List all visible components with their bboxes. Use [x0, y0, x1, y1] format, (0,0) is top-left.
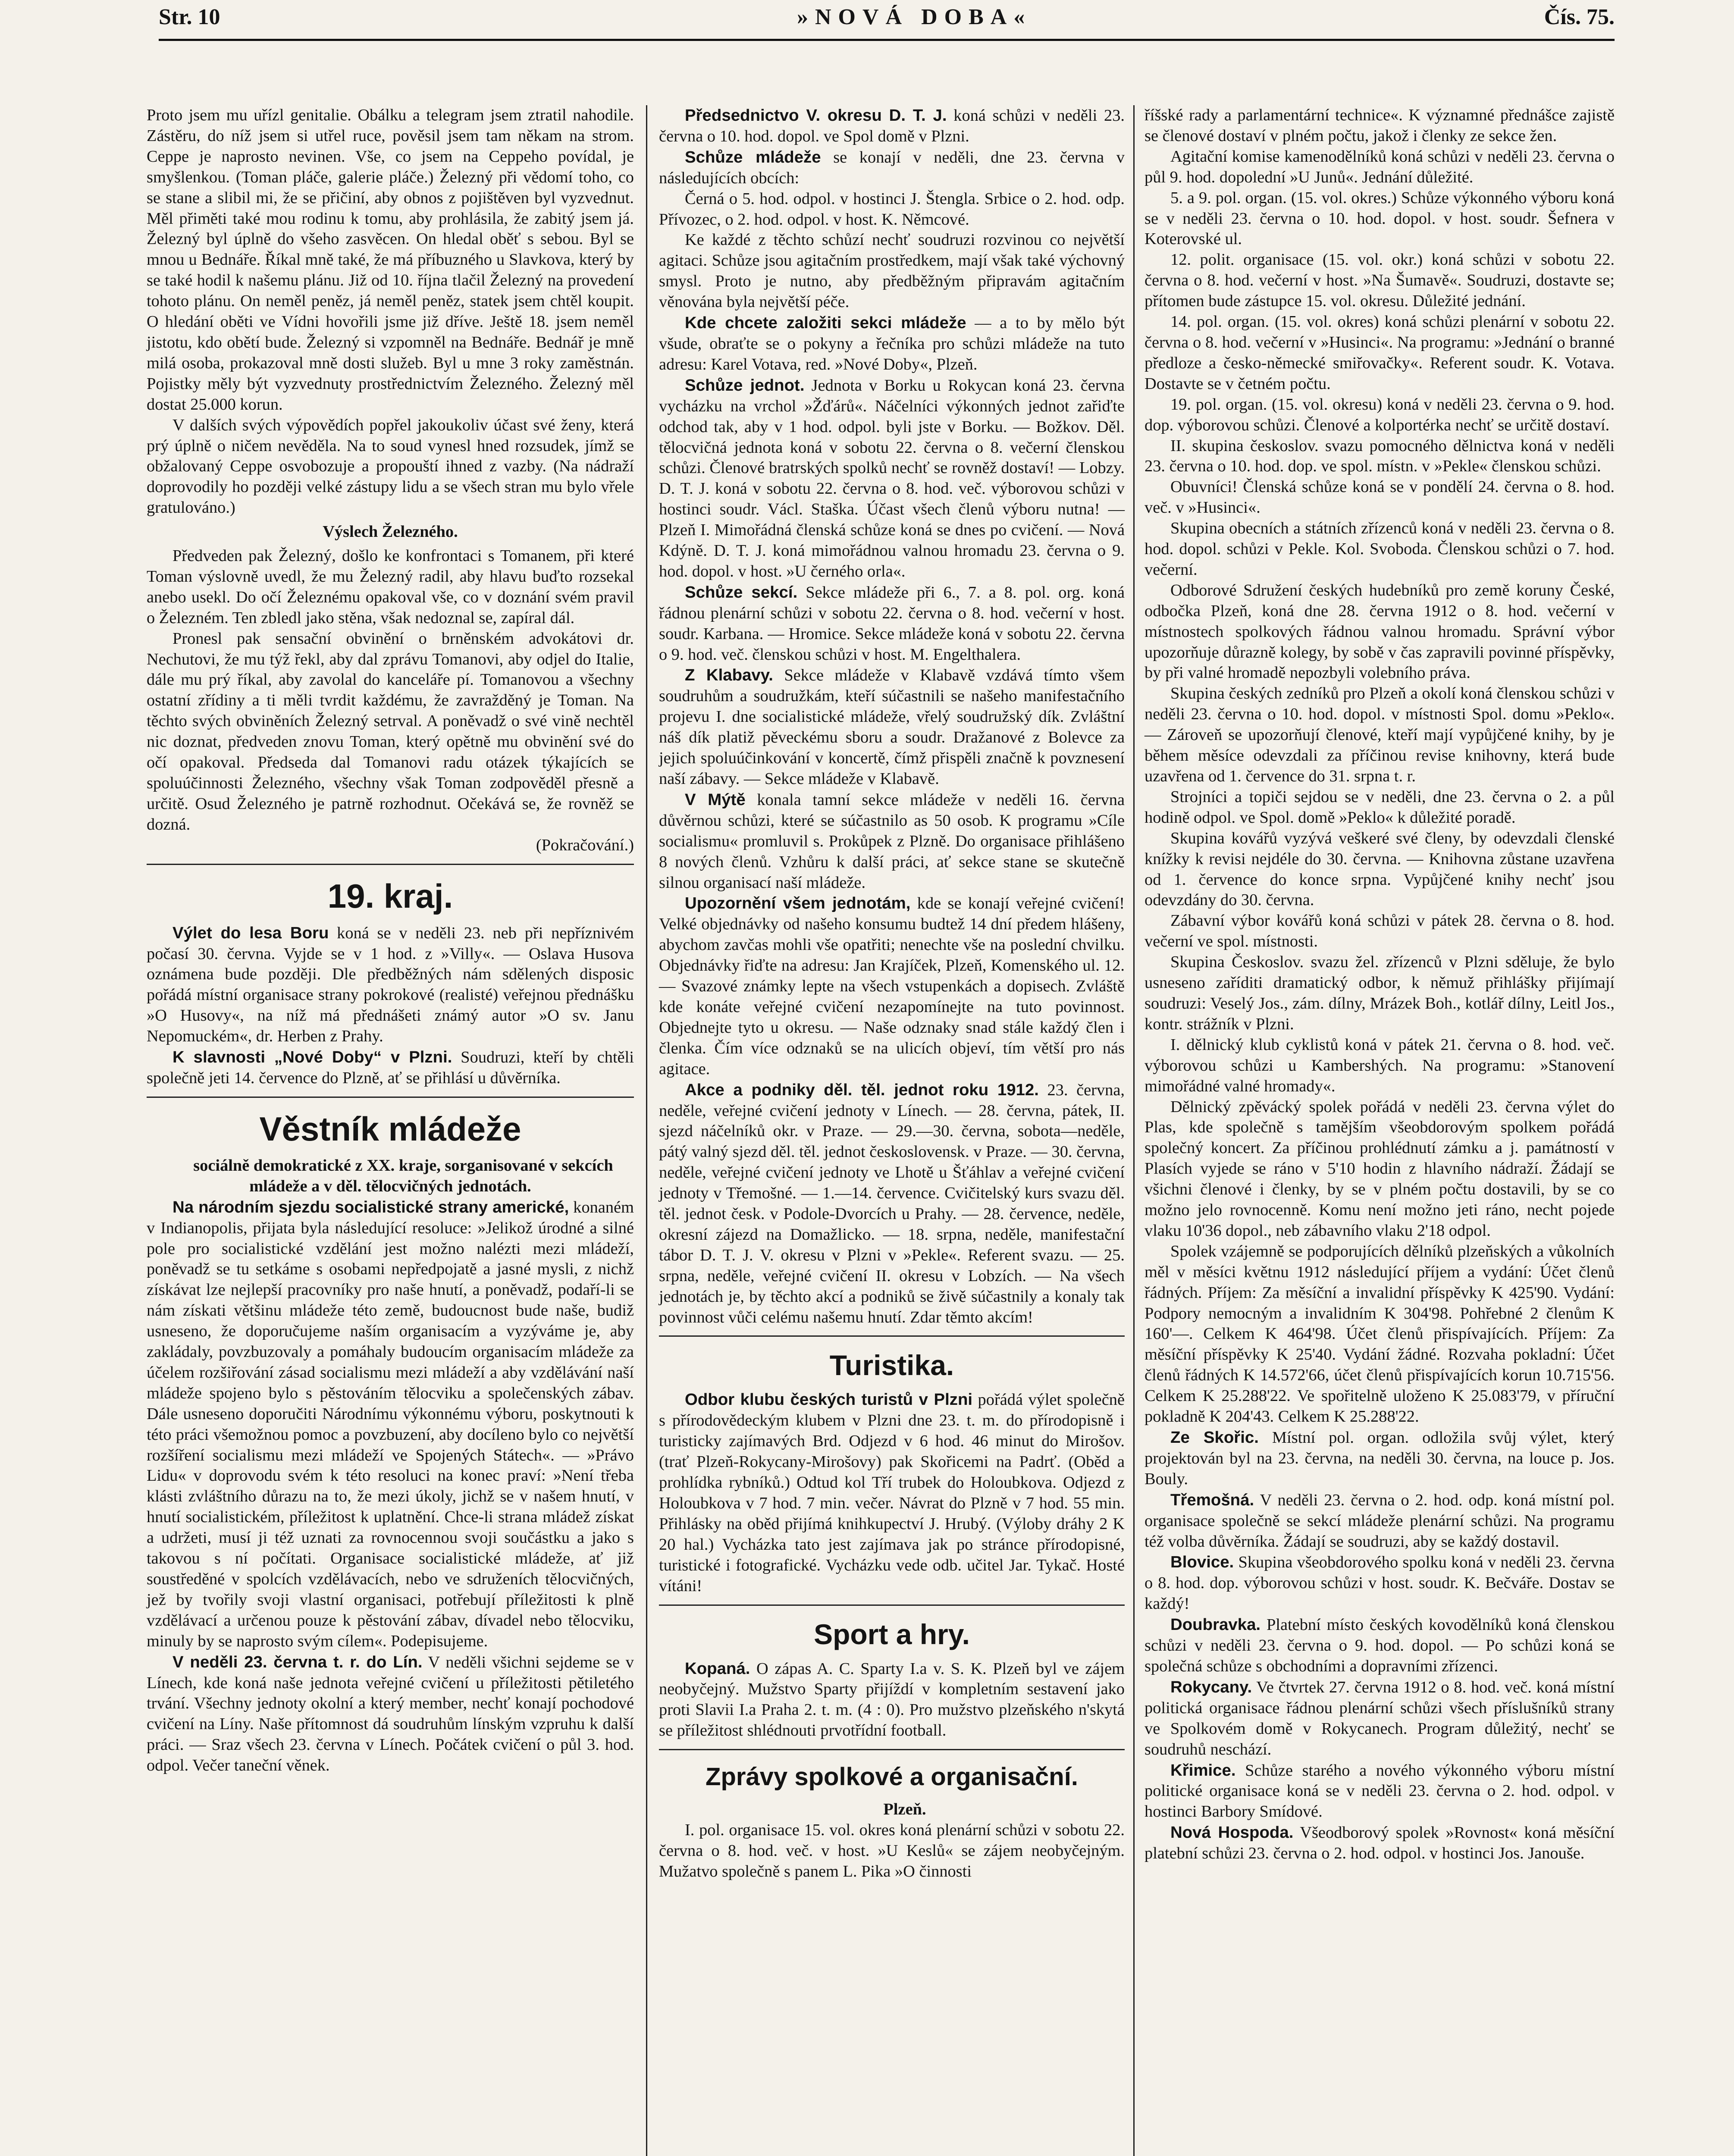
item-lead: Kde chcete založiti sekci mládeže — [685, 313, 966, 332]
article-subheading: Výslech Železného. — [323, 523, 458, 541]
item-text: Místní pol. organ. odložila svůj výlet, který projektován byl na 23. června, na neděli 30. června, na louce p. Jos. Bouly. — [1145, 1429, 1615, 1488]
item-text: 12. polit. organisace (15. vol. okr.) koná schůzi v sobotu 22. června o 8. hod. večerní v host. »Na Šumavě«. Soudruzi, dostavte se; přítomen bude zástupce 15. vol. okresu. Důležité jednání. — [1145, 251, 1615, 310]
item-lead: Schůze jednot. — [685, 376, 805, 395]
item-lead: V neděli 23. června t. r. do Lín. — [172, 1652, 423, 1671]
item-text: Všeodborový spolek »Rovnost« koná měsíční platební schůzi 23. června o 2. hod. odpol. v hostinci Jos. Janouše. — [1145, 1824, 1615, 1863]
section-rule — [147, 864, 634, 865]
item-text: Obuvníci! Členská schůze koná se v pondělí 24. června o 8. hod. več. v »Husinci«. — [1145, 478, 1615, 517]
item-text: II. skupina českoslov. svazu pomocného dělnictva koná v neděli 23. června o 10. hod. dop. ve spol. místn. v »Pekle« členskou schůzi. — [1145, 436, 1615, 476]
item-text: konala tamní sekce mládeže v neděli 16. června důvěrnou schůzi, které se súčastnilo as 50 osob. K programu »Cíle socialismu« promluvil s. Prokůpek z Plzně. Do organisace přihlášeno 8 nových členů. Vzhůru k další práci, ať sekce stane se skutečně silnou organisací naší mládeže. — [659, 790, 1125, 892]
item-text: 5. a 9. pol. organ. (15. vol. okres.) Schůze výkonného výboru koná se v neděli 23. června o 10. hod. dopol. v host. soudr. Šefnera v Koterovské ul. — [1145, 188, 1615, 248]
item-lead: Nová Hospoda. — [1170, 1823, 1294, 1842]
item-text: 23. června, neděle, veřejné cvičení jednoty v Línech. — 28. června, pátek, II. sjezd náčelníků okr. v Praze. — 29.—30. června, sobota—neděle, pátý valný sjezd děl. těl. jednot československ. v Praze. — 30. června, neděle, veřejné cvičení jednoty ve Lhotě u Šťáhlav a veřejné cvičení jednoty v Třemošné. — 1.—14. července. Cvičitelský kurs svazu děl. těl. jednot česk. v Podole-Dvorcích u Prahy. — 28. července, neděle, okresní zájezd na Domažlicko. — 18. srpna, neděle, manifestační tábor D. T. J. V. okresu v Plzni v »Pekle«. Referent svazu. — 25. srpna, neděle, veřejné cvičení II. okresu v Lobzích. — Na všech jednotách je, by těchto akcí a podniků se živě súčastnily a konaly tak povinnost vůči celému našemu hnutí. Zdar těmto akcím! — [659, 1081, 1125, 1326]
section-rule — [659, 1749, 1125, 1750]
item-text: koná se v neděli 23. neb při nepříznivém počasí 30. června. Vyjde se v 1 hod. z »Villy«. — Oslava Husova oznámena bude později. Dle předběžných nám sdělených disposic pořádá místní organisace strany pokrokové (realisté) veřejnou přednášku »O Husovy«, na níž má přednášeti známý autor »O sv. Janu Nepomuckém«, dr. Herben z Prahy. — [147, 924, 634, 1046]
column-3 — [1145, 105, 1615, 1864]
item-lead: Výlet do lesa Boru — [172, 923, 329, 942]
item-text: — a to by mělo být všude, obraťte se o pokyny a řečníka pro schůzi mládeže na tuto adresu: Karel Votava, red. »Nové Doby«, Plzeň. — [659, 314, 1125, 373]
item-lead: Na národním sjezdu socialistické strany americké, — [172, 1197, 569, 1216]
item-lead: Upozornění všem jednotám, — [685, 894, 911, 913]
item-text: koná schůzi v neděli 23. června o 10. hod. dopol. ve Spol domě v Plzni. — [659, 107, 1125, 145]
item-text: se konají v neděli, dne 23. června v následujících obcích: — [659, 148, 1125, 187]
item-text: Jednota v Borku u Rokycan koná 23. června vycházku na vrchol »Žďárů«. Náčelníci výkonných jednot zařiďte odchod tak, aby v 1 hod. odpol. byli jste v Borku. — Božkov. Děl. tělocvičná jednota koná v sobotu 22. června o 8. večerní členskou schůzi. Členové bratrských spolků nechť se rovněž dostaví! — Lobzy. D. T. J. koná v sobotu 22. června o 8. hod. več. výborovou schůzi v hostinci soudr. Václ. Staška. Účast všech členů výboru nutna! — Plzeň I. Mimořádná členská schůze koná se dnes po cvičení. — Nová Kdýně. D. T. J. koná mimořádnou valnou hromadu 23. června o 9. hod. dopol. v host. »U černého orla«. — [659, 376, 1125, 580]
item-text: Sekce mládeže v Klabavě vzdává tímto všem soudruhům a soudružkám, kteří súčastnili se našeho manifestačního projevu I. dne socialistické mládeže, vřelý soudružský dík. Zvláštní náš dík platiž pěveckému sboru a soudr. Dražanové z Bolevce za jejich spoluúčinkování v koncertě, čímž přispěli značně k povznesení naší zábavy. — Sekce mládeže v Klabavě. — [659, 666, 1125, 788]
item-text: Skupina obecních a státních zřízenců koná v neděli 23. června o 8. hod. dopol. schůzi v Pekle. Kol. Svoboda. Členskou schůzi o 7. hod. večerní. — [1145, 519, 1615, 579]
item-lead: Ze Skořic. — [1170, 1428, 1259, 1447]
column-separator — [646, 105, 647, 2156]
item-lead: Z Klabavy. — [685, 666, 773, 685]
section-rule — [659, 1335, 1125, 1337]
item-text: říšské rady a parlamentární technice«. K významné přednášce zajistě se členové dostaví v plném počtu, jakož i členky ze sekce žen. — [1145, 106, 1615, 145]
item-text: O zápas A. C. Sparty I.a v. S. K. Plzeň byl ve zájem neobyčejný. Mužstvo Sparty přijíždí v kompletním sestavení jako proti Slavii I.a Praha 2. t. m. (4 : 0). Pro mužstvo plzeňského n'skytá se příležitost shlédnouti prvotřídní football. — [659, 1659, 1125, 1740]
newspaper-title: »NOVÁ DOBA« — [797, 5, 1032, 29]
item-text: Skupina všeobdorového spolku koná v neděli 23. června o 8. hod. dop. výborovou schůzi v host. soudr. K. Bečváře. Dostav se každý! — [1145, 1553, 1615, 1613]
item-text: V neděli všichni sejdeme se v Línech, kde koná naše jednota veřejné cvičení u příležitosti pětiletého trvání. Všechny jednoty okolní a který member, nechť konají pochodové cvičení na Líny. Naše přítomnost dá soudruhům línským vzpruhu k další práci. — Sraz všech 23. června v Línech. Počátek cvičení o půl 3. hod. odpol. Večer taneční věnek. — [147, 1653, 634, 1775]
item-lead: Třemošná. — [1170, 1490, 1254, 1509]
article-paragraph: Pronesl pak sensační obvinění o brněnském advokátovi dr. Nechutovi, že mu týž řekl, aby dal zprávu Tomanovi, aby odjel do Italie, dále mu prý říkal, aby zavolal do kanceláře pí. Tomanovou a všechny ostatní zřídiny a ti měli tvrdit každému, že zavražděný je Toman. Na těchto svých obviněních Železný setrval. A poněvadž o své vině nechtěl nic doznat, předveden znovu Toman, který opětně mu obvinění své do očí opakoval. Předseda dal Tomanovi radu otázek týkajících se spoluúčinnosti Železného, všechny však Toman zodpověděl přesně a určitě. Osud Železného je patrně rozhodnut. Očekává se, že rovněž se dozná. — [147, 629, 634, 834]
item-lead: Schůze mládeže — [685, 147, 821, 166]
item-text: I. dělnický klub cyklistů koná v pátek 21. června o 8. hod. več. výborovou schůzi u Kambershých. Na programu: »Stanovení mimořádné valné hromady«. — [1145, 1035, 1615, 1095]
item-text: Odborové Sdružení českých hudebníků pro země koruny České, odbočka Plzeň, koná dne 28. června 1912 o 8. hod. večerní v místnostech spolkových řádnou valnou hromadu. Správní výbor upozorňuje důrazně kolegy, by sobě v čas zapravili povinné příspěvky, by při valné hromadě nepozbyli volebního práva. — [1145, 581, 1615, 682]
item-text: Platební místo českých kovodělníků koná členskou schůzi v neděli 23. června o 9. hod. dopol. — Po schůzi koná se společná schůze s obchodními a dopravními zřízenci. — [1145, 1616, 1615, 1675]
item-text: Dělnický zpěvácký spolek pořádá v neděli 23. června výlet do Plas, kde společně s tamějším všeobdorovým spolkem pořádá společný koncert. Za příčinou prohlédnutí zámku a j. památností v Plasích vyjede se ráno v 5'10 hodin z hlavního nádraží. Žádají se všichni členové i členky, by se v plném počtu dostavili, by se co možno jelo rovnocenně. Komu není možno jeti ráno, necht pojede vlaku 10'36 dopol., neb zábavního vlaku 2'18 odpol. — [1145, 1097, 1615, 1240]
section-title-turistika: Turistika. — [829, 1349, 954, 1382]
page-header — [159, 0, 1615, 56]
column-separator — [1133, 105, 1135, 2156]
item-lead: Odbor klubu českých turistů v Plzni — [685, 1390, 973, 1409]
item-lead: Doubravka. — [1170, 1615, 1261, 1634]
item-lead: Schůze sekcí. — [685, 583, 798, 602]
item-text: Ke každé z těchto schůzí nechť soudruzi rozvinou co největší agitaci. Schůze jsou agitačním prostředkem, mají však také výchovný smysl. Proto je nutno, aby předběžným připravám agitačním věnována byla největší péče. — [659, 231, 1125, 311]
item-text: Strojníci a topiči sejdou se v neděli, dne 23. června o 2. a půl hodině odpol. ve Spol. domě »Peklo« k důležité poradě. — [1145, 787, 1615, 827]
item-text: pořádá výlet společně s přírodovědeckým klubem v Plzni dne 23. t. m. do přírodopisně i turisticky zajímavých Brd. Odjezd v 6 hod. 46 minut do Mirošov. (trať Plzeň-Rokycany-Mirošovy) pak Skořicemi na Padrť. (Oběd a prohlídka rybníků.) Odtud kol Tří trubek do Holoubkova. Odjezd z Holoubkova v 7 hod. 7 min. večer. Návrat do Plzně v 7 hod. 55 min. Přihlásky na oběd přijímá knihkupectví J. Hrubý. (Výloby dráhy 2 K 20 hal.) Vycházka tato jest zajímava jak po stránce přírodopisné, turistické i fotografické. Vycházku vede odb. učitel Jar. Tykač. Hosté vítáni! — [659, 1391, 1125, 1595]
section-rule — [147, 1097, 634, 1098]
item-text: Ve čtvrtek 27. června 1912 o 8. hod. več. koná místní politická organisace řádnou plenární schůzi všech příslušníků strany ve Spolkovém domě v Rokycanech. Program důležitý, nechť se soudruhů neschází. — [1145, 1678, 1615, 1758]
column-1 — [147, 105, 634, 1776]
item-lead: Křimice. — [1170, 1761, 1236, 1780]
item-text: Spolek vzájemně se podporujících dělníků plzeňských a vůkolních měl v měsíci květnu 1912 následující příjem a vydání: Účet členů řádných. Příjem: Za měsíční a invalidní příspěvky K 425'90. Vydání: Podpory nemocným a invalidním K 304'98. Pohřebné 2 členům K 160'—. Celkem K 464'98. Účet členů přispívajících. Příjem: Za měsíční příspěvky K 25'40. Vydání žádné. Rozvaha pokladní: Účet členů řádných K 14.572'66, účet členů přispívajících korun 10.715'56. Celkem K 25.288'22. Ve spořitelně uloženo K 25.083'79, v příruční pokladně K 204'43. Celkem K 25.288'22. — [1145, 1242, 1615, 1426]
section-rule — [659, 1604, 1125, 1606]
article-paragraph: Proto jsem mu uřízl genitalie. Obálku a telegram jsem ztratil nahodile. Zástěru, do níž jsem si utřel ruce, pověsil jsem tam někam na strom. Ceppe je naprosto nevinen. Vše, co jsem na Ceppeho povídal, je smyšlenkou. (Toman pláče, galerie pláče.) Železný při vědomí toho, co se stane a slibil mi, že se přičiní, aby obnos z pojištěven byl vyzvednut. Měl přiměti také mou rodinu k tomu, aby prohlásila, že zabitý jsem já. Železný byl úplně do všeho zasvěcen. On hledal oběť s sebou. Byl se mnou u Bednáře. Říkal mně také, že má příbuzného u Slavkova, který by se také hodil k našemu plánu. Již od 10. října tlačil Železný na provedení tohoto plánu. On neměl peněz, já neměl peněz, statek jsem chtěl koupit. O hledání oběti ve Vídni hovořili jsme již dříve. Ještě 18. jsem neměl jistotu, kdo obětí bude. Železný si vzpomněl na Bednáře. Bednář je mně milá osoba, prokazoval mně dosti služeb. Byl u mne 3 roky zaměstnán. Pojistky měly být vyzvednuty prostřednictvím Železného. Železný měl dostat 25.000 korun. — [147, 106, 634, 414]
item-text: Skupina kovářů vyzývá veškeré své členy, by odevzdali členské knížky k revisi nejdéle do 30. června. — Knihovna zůstane uzavřena od 1. července do konce srpna. Vypůjčené knihy nechť jsou odevzdány do 30. června. — [1145, 829, 1615, 909]
item-text: Schůze starého a nového výkonného výboru místní politické organisace koná se v neděli 23. června o 2. hod. odpol. v hostinci Barbory Smídové. — [1145, 1761, 1615, 1821]
header-rule — [159, 39, 1615, 41]
continued-note: (Pokračování.) — [536, 836, 634, 854]
item-text: V neděli 23. června o 2. hod. odp. koná místní pol. organisace společně se sekcí mládeže plenární schůzi. Na programu též volba důvěrníka. Žádají se soudruzi, aby se každý dostavil. — [1145, 1491, 1615, 1551]
article-paragraph: Předveden pak Železný, došlo ke konfrontaci s Tomanem, při které Toman výslovně uvedl, že mu Železný radil, aby hlavu buďto rozsekal anebo usekl. Do očí Železnému opakoval vše, co v doznání svém pravil o Železném. Ten zbledl jako stěna, však nedoznal se, zapíral dál. — [147, 547, 634, 627]
item-lead: Rokycany. — [1170, 1677, 1252, 1696]
item-text: kde se konají veřejné cvičení! Velké objednávky od našeho konsumu budtež 14 dní předem hlášeny, abychom zavčas mohli vše opatřiti; nenechte vše na poslední chvilku. Objednávky řiďte na adresu: Jan Krajíček, Plzeň, Komenského ul. 12. — Svazové známky lepte na všech vstupenkách a dopisech. Zvláště kde konáte veřejné cvičení nezapomínejte na tuto povinnost. Objednejte tyto u okresu. — Naše odznaky snad stále každý člen i členka. Čím více odznaků se na ulicích objeví, tím větší pro nás agitace. — [659, 894, 1125, 1078]
item-text: Soudruzi, kteří by chtěli společně jeti 14. července do Plzně, ať se přihlásí u důvěrníka. — [147, 1048, 634, 1087]
item-text: konaném v Indianopolis, přijata byla následující resoluce: »Jelikož úrodné a silné pole pro socialistické vzdělání jest možno nalézti mezi mládeží, poněvadž se tu setkáme s osobami nepředpojatě a jasné mysli, z nichž získávat lze nejlepší pracovníky pro naše hnutí, a poněvadž, podaří-li se nám získati většinu mládeže této země, budoucnost bude naše, budiž usneseno, že doporučujeme naším organisacím a vyzýváme je, aby zakládaly, povzbuzovaly a pomáhaly budoucím organisacím mládeže za účelem rozšiřování zásad socialismu mezi mládeží a aby vzdělávání naší mládeže spojeno bylo s pěstováním tělocviku a společenských zábav. Dále usneseno doporučiti Národnímu výkonnému výboru, poskytnouti k této práci všemožnou pomoc a povzbuzení, aby docíleno bylo co největší rozšíření socialismu mezi mládeží ve Spojených Státech«. — »Právo Lidu« v doprovodu svém k této resoluci na konec praví: »Není třeba klásti zvláštního důrazu na to, že mezi úkoly, jichž se v našem hnutí, v hnutí socialistickém, příležitost k uplatnění. Chce-li strana mládež získat a udržeti, musí ji též uznati za rovnocennou svoji součástku a jako s takovou s ní počítati. Organisace socialistické mládeže, ať již soustředěné v spolcích vzdělávacích, nebo ve sdruženích tělocvičných, jež by tvořily svoji vlastní organisaci, potřebují příležitosti k plně vzdělávací a určenou pouze k pěstování zábav, dívadel nebo tělocviku, minuly by se naprosto svým cílem«. Podepisujeme. — [147, 1198, 634, 1650]
item-lead: K slavnosti „Nové Doby“ v Plzni. — [172, 1048, 452, 1067]
item-text: 14. pol. organ. (15. vol. okres) koná schůzi plenární v sobotu 22. června o 8. hod. večerní v »Husinci«. Na programu: »Jednání o branné předloze a česko-německé smiřovačky«. Referent soudr. K. Votava. Dostavte se v četném počtu. — [1145, 313, 1615, 393]
section-title-sport: Sport a hry. — [814, 1618, 970, 1650]
item-lead: Předsednictvo V. okresu D. T. J. — [685, 106, 947, 125]
item-text: I. pol. organisace 15. vol. okres koná plenární schůzi v sobotu 22. června o 8. hod. več. v host. »U Keslů« se zájem neobyčejným. Mužatvo společně s panem L. Pika »O činnosti — [659, 1821, 1125, 1880]
item-lead: Blovice. — [1170, 1553, 1234, 1572]
section-subtitle: Plzeň. — [883, 1800, 926, 1819]
item-text: Skupina Českoslov. svazu žel. zřízenců v Plzni sděluje, že bylo usneseno zaříditi dramatický odbor, k němuž přihlášky přijímají soudruzi: Veselý Jos., zám. dílny, Mrázek Boh., kotlář dílny, Leitl Jos., kontr. strážník v Plzni. — [1145, 953, 1615, 1033]
item-text: Skupina českých zedníků pro Plzeň a okolí koná členskou schůzi v neděli 23. června o 10. hod. dopol. v místnosti Spol. domu »Peklo«. — Zároveň se upozorňují členové, kteří mají vypůjčené knihy, by je během měsíce odevzdali za příčinou revise knihovny, která bude uzavřena od 1. července do 31. srpna t. r. — [1145, 684, 1615, 785]
issue-number: Čís. 75. — [1544, 5, 1615, 29]
section-title-vestnik: Věstník mládeže — [259, 1109, 521, 1148]
section-title-kraj: 19. kraj. — [327, 877, 453, 915]
page-number: Str. 10 — [159, 5, 220, 29]
item-lead: Kopaná. — [685, 1659, 750, 1678]
column-2 — [659, 105, 1125, 1882]
item-lead: V Mýtě — [685, 790, 746, 809]
item-text: Černá o 5. hod. odpol. v hostinci J. Štengla. Srbice o 2. hod. odp. Přívozec, o 2. hod. odpol. v host. K. Němcové. — [659, 189, 1125, 229]
item-text: Sekce mládeže při 6., 7. a 8. pol. org. koná řádnou plenární schůzi v sobotu 22. června o 8. hod. večerní v host. soudr. Karbana. — Hromice. Sekce mládeže koná v sobotu 22. června o 9. hod. več. členskou schůzi v host. M. Engelthalera. — [659, 583, 1125, 664]
item-text: 19. pol. organ. (15. vol. okresu) koná v neděli 23. června o 9. hod. dop. výborovou schůzi. Členové a kolportérka nechť se určitě dostaví. — [1145, 395, 1615, 434]
section-title-spolkove: Zprávy spolkové a organisační. — [706, 1763, 1078, 1791]
section-subtitle: sociálně demokratické z XX. kraje, sorganisované v sekcích mládeže a v děl. tělocvičných jednotách. — [193, 1156, 613, 1195]
item-text: Zábavní výbor kovářů koná schůzi v pátek 28. června o 8. hod. večerní ve spol. místnosti. — [1145, 912, 1615, 951]
item-text: Agitační komise kamenodělníků koná schůzi v neděli 23. června o půl 9. hod. dopolední »U Junů«. Jednání důležité. — [1145, 147, 1615, 186]
item-lead: Akce a podniky děl. těl. jednot roku 1912. — [685, 1080, 1039, 1099]
article-paragraph: V dalších svých výpovědích popřel jakoukoliv účast své ženy, která prý úplně o ničem nevěděla. Na to soud vynesl hned rozsudek, jímž se obžalovaný Ceppe osvobozuje a propouští ihned z vazby. (Na nádraží doprovodily ho později velké zástupy lidu a se všech stran mu bylo vřele gratulováno.) — [147, 416, 634, 517]
